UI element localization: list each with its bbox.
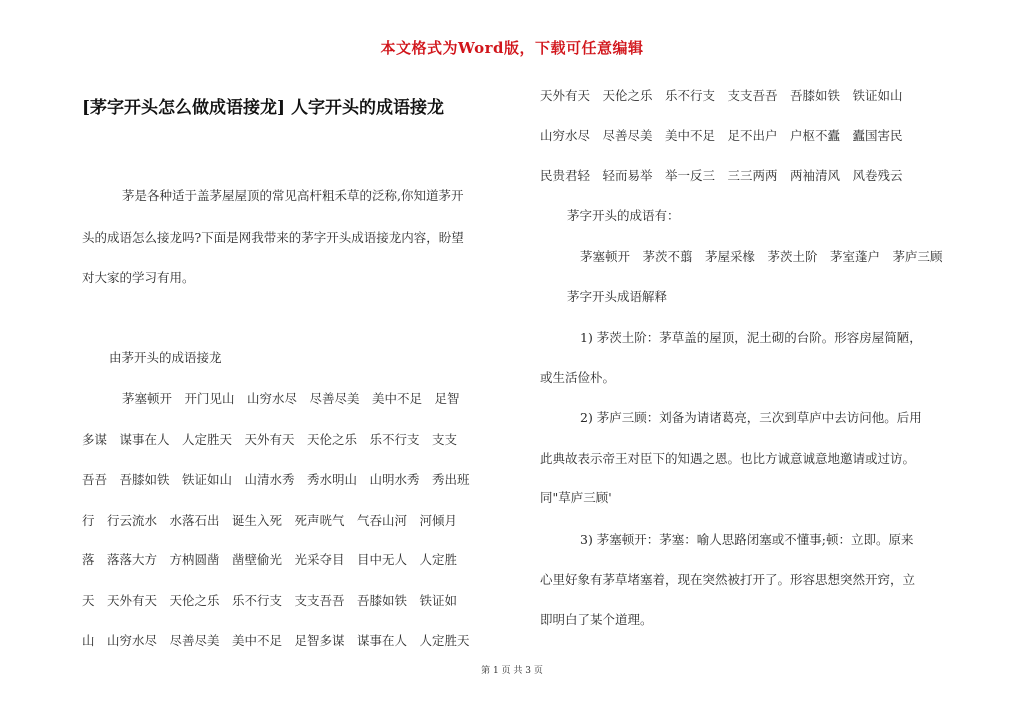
list-heading: 茅字开头的成语有： — [567, 208, 680, 223]
intro-line: 对大家的学习有用。 — [82, 270, 195, 285]
document-title: [茅字开头怎么做成语接龙] 人字开头的成语接龙 — [82, 98, 445, 118]
chain-line: 天 天外有天 天伦之乐 乐不行支 支支吾吾 吾膝如铁 铁证如 — [82, 593, 458, 608]
section-heading: 由茅开头的成语接龙 — [109, 350, 222, 365]
explanation-line: 或生活俭朴。 — [540, 370, 616, 385]
chain-line: 山 山穷水尽 尽善尽美 美中不足 足智多谋 谋事在人 人定胜天 — [82, 633, 470, 648]
chain-line: 吾吾 吾膝如铁 铁证如山 山清水秀 秀水明山 山明水秀 秀出班 — [82, 472, 470, 487]
explanation-line: 同"草庐三顾' — [540, 490, 612, 505]
page-number: 第 1 页 共 3 页 — [481, 666, 543, 676]
list-items: 茅塞顿开 茅茨不翦 茅屋采椽 茅茨土阶 茅室蓬户 茅庐三顾 — [580, 249, 943, 264]
intro-line: 头的成语怎么接龙吗?下面是网我带来的茅字开头成语接龙内容，盼望 — [82, 230, 464, 245]
explanation-line: 3) 茅塞顿开：茅塞：喻人思路闭塞或不懂事;顿：立即。原来 — [580, 532, 914, 547]
explanation-line: 即明白了某个道理。 — [540, 612, 653, 627]
explanation-line: 1) 茅茨土阶：茅草盖的屋顶，泥土砌的台阶。形容房屋简陋， — [580, 330, 922, 345]
chain-line: 民贵君轻 轻而易举 举一反三 三三两两 两袖清风 风卷残云 — [540, 168, 903, 183]
chain-line: 山穷水尽 尽善尽美 美中不足 足不出户 户枢不蠹 蠹国害民 — [540, 128, 903, 143]
chain-line: 落 落落大方 方枘圆凿 凿壁偷光 光采夺目 目中无人 人定胜 — [82, 552, 458, 567]
explanation-line: 心里好象有茅草堵塞着，现在突然被打开了。形容思想突然开窍，立 — [540, 572, 916, 587]
chain-line: 茅塞顿开 开门见山 山穷水尽 尽善尽美 美中不足 足智 — [122, 391, 460, 406]
explanation-line: 2) 茅庐三顾：刘备为请诸葛亮，三次到草庐中去访问他。后用 — [580, 410, 922, 425]
document-banner: 本文格式为Word版，下载可任意编辑 — [380, 39, 644, 57]
explanation-line: 此典故表示帝王对臣下的知遇之恩。也比方诚意诚意地邀请或过访。 — [540, 451, 916, 466]
chain-line: 天外有天 天伦之乐 乐不行支 支支吾吾 吾膝如铁 铁证如山 — [540, 88, 903, 103]
chain-line: 行 行云流水 水落石出 诞生入死 死声咣气 气吞山河 河倾月 — [82, 513, 458, 528]
explain-heading: 茅字开头成语解释 — [567, 289, 668, 304]
chain-line: 多谋 谋事在人 人定胜天 天外有天 天伦之乐 乐不行支 支支 — [82, 432, 458, 447]
intro-line: 茅是各种适于盖茅屋屋顶的常见高杆粗禾草的泛称,你知道茅开 — [122, 188, 464, 203]
